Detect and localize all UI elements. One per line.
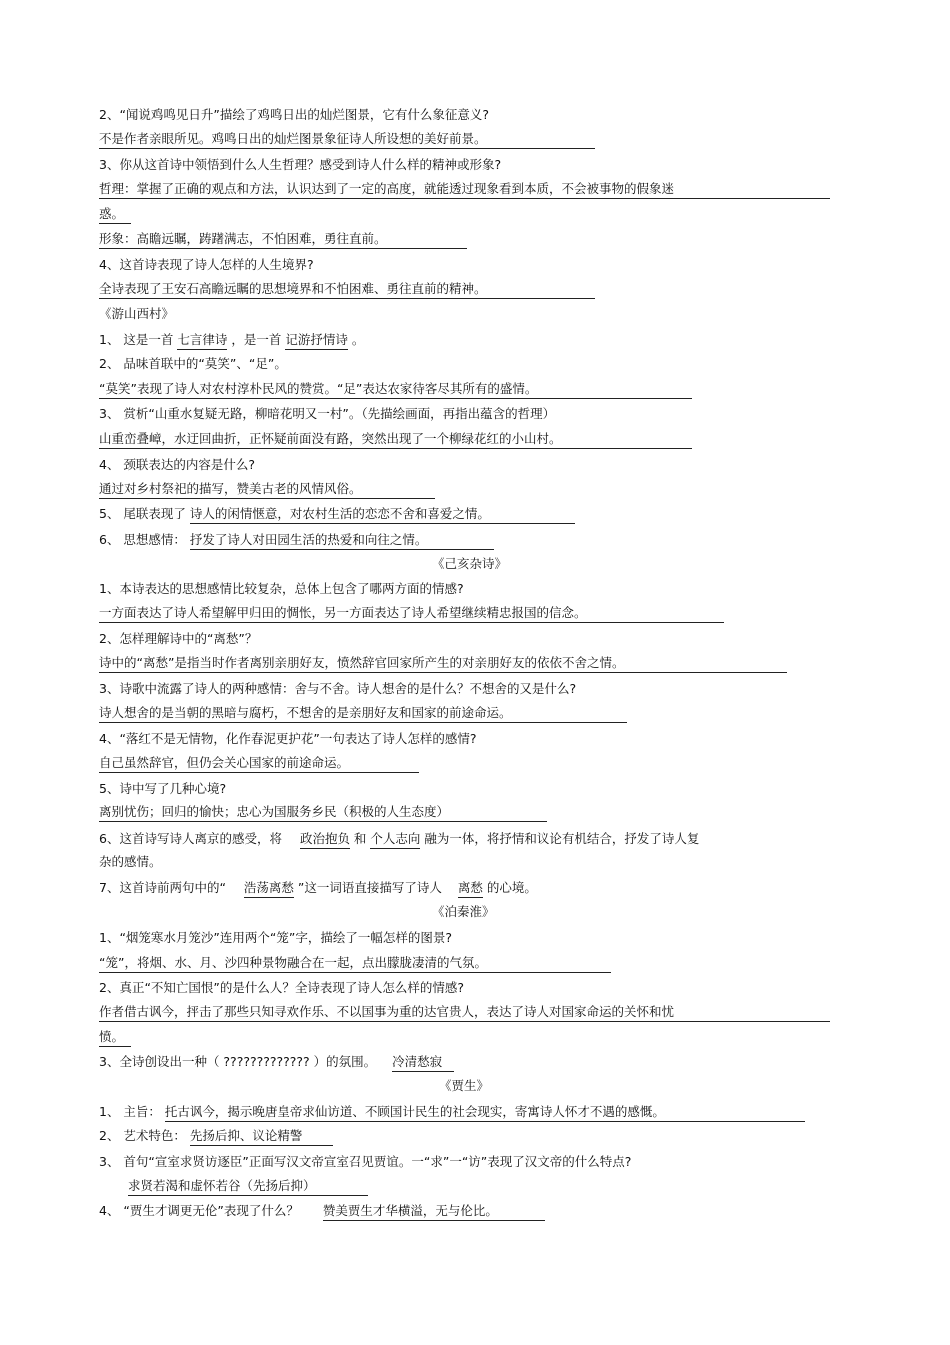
question-line: 2、真正“不知亡国恨”的是什么人？全诗表现了诗人怎么样的情感? xyxy=(99,980,465,995)
question-line: 6、这首诗写诗人离京的感受，将 政治抱负 和 个人志向 融为一体，将抒情和议论有机结合，抒发了诗人复 xyxy=(99,831,699,849)
question-line: 4、这首诗表现了诗人怎样的人生境界? xyxy=(99,257,314,272)
answer-line: 惑。 xyxy=(99,206,131,224)
answer-line: 形象：高瞻远瞩，踌躇满志，不怕困难，勇往直前。 xyxy=(99,231,467,249)
question-line: 4、 颈联表达的内容是什么? xyxy=(99,457,256,472)
answer-line: 一方面表达了诗人希望解甲归田的惆怅，另一方面表达了诗人希望继续精忠报国的信念。 xyxy=(99,605,724,623)
question-line: 1、“烟笼寒水月笼沙”连用两个“笼”字，描绘了一幅怎样的图景? xyxy=(99,930,452,945)
question-line: 3、 赏析“山重水复疑无路，柳暗花明又一村”。（先描绘画面，再指出蕴含的哲理） xyxy=(99,406,556,421)
question-line: 杂的感情。 xyxy=(99,854,162,869)
question-line: 6、 思想感情： 抒发了诗人对田园生活的热爱和向往之情。 xyxy=(99,532,494,550)
answer-line: 愤。 xyxy=(99,1029,131,1047)
question-line: 1、 主旨： 托古讽今，揭示晚唐皇帝求仙访道、不顾国计民生的社会现实，寄寓诗人怀才不遇的感慨。 xyxy=(99,1104,805,1122)
answer-line: 作者借古讽今，抨击了那些只知寻欢作乐、不以国事为重的达官贵人，表达了诗人对国家命运的关怀和忧 xyxy=(99,1004,830,1022)
question-line: 1、 这是一首 七言律诗 ，是一首 记游抒情诗 。 xyxy=(99,332,364,350)
question-line: 3、诗歌中流露了诗人的两种感情：舍与不舍。诗人想舍的是什么？不想舍的又是什么? xyxy=(99,681,577,696)
answer-line: 全诗表现了王安石高瞻远瞩的思想境界和不怕困难、勇往直前的精神。 xyxy=(99,281,595,299)
answer-line: 诗人想舍的是当朝的黑暗与腐朽，不想舍的是亲朋好友和国家的前途命运。 xyxy=(99,705,627,723)
question-line: 3、全诗创设出一种（ ????????????? ）的氛围。 冷清愁寂 xyxy=(99,1054,454,1072)
question-line: 2、“闻说鸡鸣见日升”描绘了鸡鸣日出的灿烂图景，它有什么象征意义? xyxy=(99,107,490,122)
question-line: 2、怎样理解诗中的“离愁”？ xyxy=(99,631,258,646)
question-line: 5、 尾联表现了 诗人的闲情惬意，对农村生活的恋恋不舍和喜爱之情。 xyxy=(99,506,575,524)
answer-line: “笼”，将烟、水、月、沙四种景物融合在一起，点出朦胧凄清的气氛。 xyxy=(99,955,611,973)
answer-line: 离别忧伤；回归的愉快；忠心为国服务乡民（积极的人生态度） xyxy=(99,804,547,822)
question-line: 2、 艺术特色： 先扬后抑、议论精警 xyxy=(99,1128,333,1146)
question-line: 1、本诗表达的思想感情比较复杂，总体上包含了哪两方面的情感? xyxy=(99,581,464,596)
section-title: 《己亥杂诗》 xyxy=(432,556,508,571)
answer-line: 诗中的“离愁”是指当时作者离别亲朋好友，愤然辞官回家所产生的对亲朋好友的依依不舍之情。 xyxy=(99,655,787,673)
question-line: 4、 “贾生才调更无伦”表现了什么？ 赞美贾生才华横溢，无与伦比。 xyxy=(99,1203,545,1221)
answer-line: “莫笑”表现了诗人对农村淳朴民风的赞赏。“足”表达农家待客尽其所有的盛情。 xyxy=(99,381,692,399)
answer-line: 哲理：掌握了正确的观点和方法，认识达到了一定的高度，就能透过现象看到本质，不会被事物的假象迷 xyxy=(99,181,830,199)
answer-line: 求贤若渴和虚怀若谷（先扬后抑） xyxy=(128,1178,368,1196)
answer-line: 通过对乡村祭祀的描写，赞美古老的风情风俗。 xyxy=(99,481,435,499)
section-title: 《泊秦淮》 xyxy=(432,904,495,919)
answer-line: 不是作者亲眼所见。鸡鸣日出的灿烂图景象征诗人所设想的美好前景。 xyxy=(99,131,595,149)
section-title: 《游山西村》 xyxy=(99,306,175,321)
question-line: 4、“落红不是无情物，化作春泥更护花”一句表达了诗人怎样的感情? xyxy=(99,731,477,746)
question-line: 3、 首句“宣室求贤访逐臣”正面写汉文帝宣室召见贾谊。一“求”一“访”表现了汉文帝的什么特点? xyxy=(99,1154,632,1169)
question-line: 3、你从这首诗中领悟到什么人生哲理？感受到诗人什么样的精神或形象? xyxy=(99,157,502,172)
question-line: 2、 品味首联中的“莫笑”、“足”。 xyxy=(99,356,287,371)
answer-line: 山重峦叠嶂，水迂回曲折，正怀疑前面没有路，突然出现了一个柳绿花红的小山村。 xyxy=(99,431,692,449)
answer-line: 自己虽然辞官，但仍会关心国家的前途命运。 xyxy=(99,755,419,773)
question-line: 7、这首诗前两句中的“ 浩荡离愁 ”这一词语直接描写了诗人 离愁 的心境。 xyxy=(99,880,537,898)
question-line: 5、诗中写了几种心境? xyxy=(99,781,227,796)
section-title: 《贾生》 xyxy=(439,1078,490,1093)
